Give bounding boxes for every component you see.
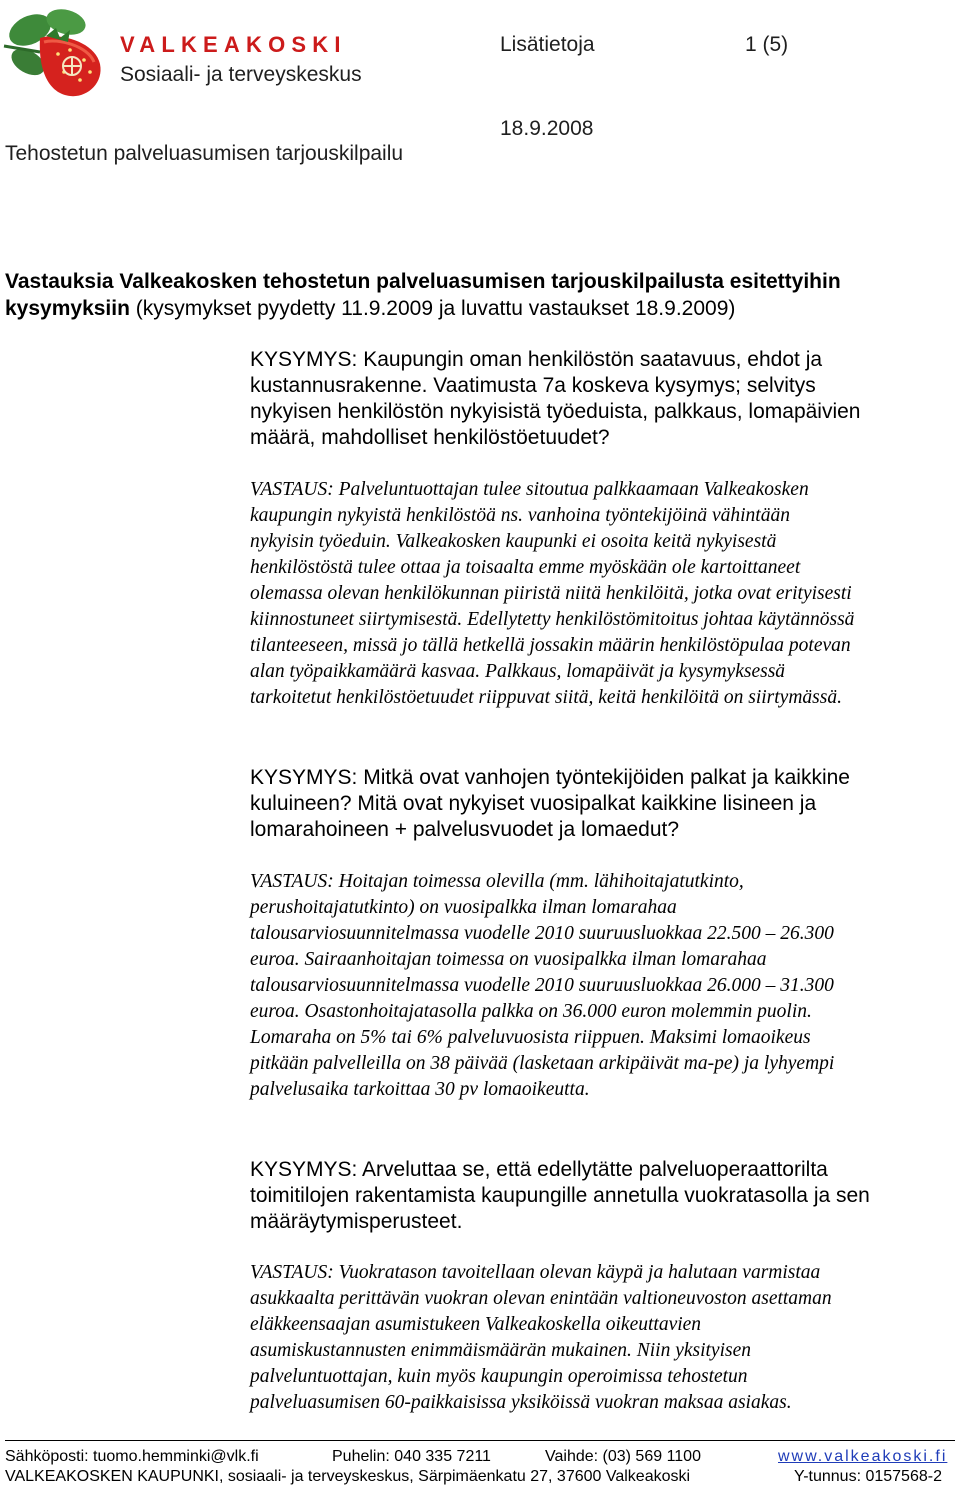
answer-line: talousarviosuunnitelmassa vuodelle 2010 suuruusluokkaa 26.000 – 31.300 [250, 975, 834, 996]
question-line: KYSYMYS: Mitkä ovat vanhojen työntekijöiden palkat ja kaikkine [250, 766, 850, 789]
page-number: 1 (5) [745, 33, 789, 56]
footer-address: VALKEAKOSKEN KAUPUNKI, sosiaali- ja terveyskeskus, Särpimäenkatu 27, 37600 Valkeakoski [5, 1468, 691, 1485]
question-line: nykyisen henkilöstön nykyisistä työeduista, palkkaus, lomapäivien [250, 400, 861, 423]
answer-line: perushoitajatutkinto) on vuosipalkka ilman lomarahaa [250, 897, 677, 918]
question-line: KYSYMYS: Arveluttaa se, että edellytätte palveluoperaattorilta [250, 1158, 828, 1181]
footer-website-link[interactable]: www.valkeakoski.fi [778, 1448, 948, 1465]
question-line: toimitilojen rakentamista kaupungille annetulla vuokratasolla ja sen [250, 1184, 870, 1207]
question-line: lomarahoineen + palvelusvuodet ja lomaedut? [250, 818, 680, 841]
title-line-rest: (kysymykset pyydetty 11.9.2009 ja luvattu vastaukset 18.9.2009) [129, 297, 736, 320]
question-line: määräytymisperusteet. [250, 1210, 463, 1233]
answer-line: alan työpaikkamäärä kasvaa. Palkkaus, lomapäivät ja kysymyksessä [250, 661, 786, 682]
footer-phone: Puhelin: 040 335 7211 [332, 1448, 491, 1465]
organization-name: VALKEAKOSKI [120, 32, 347, 57]
answer-line: euroa. Osastonhoitajatasolla palkka on 36.000 euron molemmin puolin. [250, 1001, 812, 1022]
answer-line: asukkaalta perittävän vuokran olevan enintään valtioneuvoston asettaman [250, 1288, 832, 1309]
answer-line: talousarviosuunnitelmassa vuodelle 2010 suuruusluokkaa 22.500 – 26.300 [250, 923, 834, 944]
organization-subtitle: Sosiaali- ja terveyskeskus [120, 63, 362, 86]
footer-email[interactable]: Sähköposti: tuomo.hemminki@vlk.fi [5, 1448, 259, 1465]
question-line: KYSYMYS: Kaupungin oman henkilöstön saatavuus, ehdot ja [250, 348, 823, 371]
answer-line: Lomaraha on 5% tai 6% palveluvuosista riippuen. Maksimi lomaoikeus [250, 1027, 811, 1048]
answer-line: VASTAUS: Vuokratason tavoitellaan olevan käypä ja halutaan varmistaa [250, 1262, 821, 1283]
answer-line: VASTAUS: Hoitajan toimessa olevilla (mm. lähihoitajatutkinto, [250, 871, 744, 892]
document-subject: Tehostetun palveluasumisen tarjouskilpailu [5, 142, 404, 165]
answer-line: tilanteeseen, missä jo tällä hetkellä jossakin määrin henkilöstöpulaa potevan [250, 635, 851, 656]
answer-line: euroa. Sairaanhoitajan toimessa on vuosipalkka ilman lomarahaa [250, 949, 767, 970]
answer-line: tarkoitetut henkilöstöetuudet riippuvat siitä, keitä henkilöitä on siirtymässä. [250, 687, 842, 708]
answer-line: kaupungin nykyistä henkilöstöä ns. vanhoina työntekijöinä vähintään [250, 505, 790, 526]
answer-line: palveluasumisen 60-paikkaisissa yksiköissä vuokran maksaa asiakas. [250, 1392, 792, 1413]
title-line-bold: kysymyksiin [5, 297, 130, 320]
document-type: Lisätietoja [500, 33, 595, 56]
strawberry-logo [0, 2, 118, 102]
page-footer [0, 1440, 960, 1489]
answer-line: olemassa olevan henkilökunnan piiristä niitä henkilöitä, jotka ovat erityisesti [250, 583, 852, 604]
footer-business-id: Y-tunnus: 0157568-2 [794, 1468, 942, 1485]
answer-line: palvelusaika tarkoittaa 30 pv lomaoikeutta. [250, 1079, 590, 1100]
answer-line: nykyisin työeduin. Valkeakosken kaupunki ei osoita keitä nykyisestä [250, 531, 777, 552]
answer-line: asumiskustannusten enimmäismäärän mukainen. Niin yksityisen [250, 1340, 751, 1361]
answer-line: palveluntuottajan, kuin myös kaupungin operoimissa tehostetun [250, 1366, 748, 1387]
footer-divider [5, 1440, 955, 1441]
answer-line: eläkkeensaajan asumistukeen Valkeakoskella oikeuttavien [250, 1314, 702, 1335]
question-line: määrä, mahdolliset henkilöstöetuudet? [250, 426, 610, 449]
title-line: Vastauksia Valkeakosken tehostetun palveluasumisen tarjouskilpailusta esitettyihin [5, 270, 841, 293]
question-line: kuluineen? Mitä ovat nykyiset vuosipalkat kaikkine lisineen ja [250, 792, 817, 815]
question-line: kustannusrakenne. Vaatimusta 7a koskeva kysymys; selvitys [250, 374, 816, 397]
document-date: 18.9.2008 [500, 117, 594, 140]
title-line [5, 297, 735, 324]
answer-line: pitkään palvelleilla on 38 päivää (lasketaan arkipäivät ma-pe) ja lyhyempi [250, 1053, 835, 1074]
answer-line: kiinnostuneet siirtymisestä. Edellytetty henkilöstömitoitus johtaa käytännössä [250, 609, 855, 630]
answer-line: VASTAUS: Palveluntuottajan tulee sitoutua palkkaamaan Valkeakosken [250, 479, 809, 500]
footer-switchboard: Vaihde: (03) 569 1100 [545, 1448, 701, 1465]
answer-line: henkilöstöstä tulee ottaa ja toisaalta emme myöskään ole kartoittaneet [250, 557, 801, 578]
